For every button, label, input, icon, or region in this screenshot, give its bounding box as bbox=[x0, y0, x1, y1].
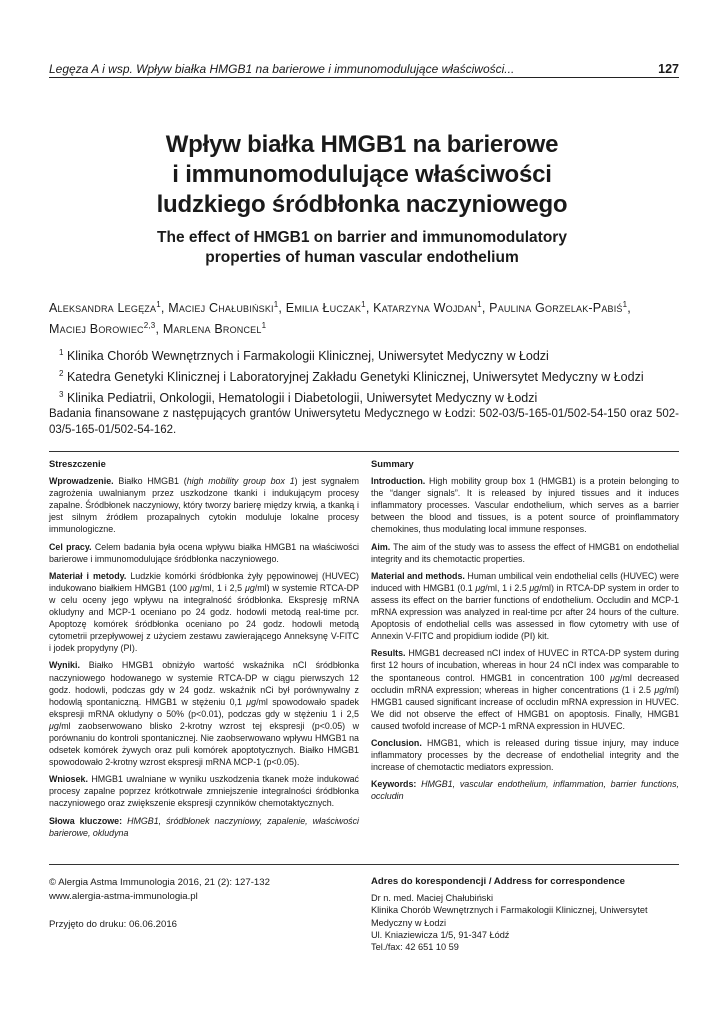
accepted-date: Przyjęto do druku: 06.06.2016 bbox=[49, 919, 178, 930]
abstract-top-rule bbox=[49, 451, 679, 452]
affiliation-list bbox=[49, 344, 679, 407]
author-affil-num: 1 bbox=[361, 300, 366, 309]
abstract-aim: Cel pracy. Celem badania była ocena wpływu białka HMGB1 na właściwości barierowe i immunomodulujące śródbłonka naczyniowego. bbox=[49, 541, 359, 564]
abstract-heading: Streszczenie bbox=[49, 458, 106, 469]
author-affil-num: 1 bbox=[273, 300, 279, 309]
author-affil-num: 1 bbox=[261, 321, 267, 331]
title-en-line: properties of human vascular endothelium bbox=[205, 249, 519, 266]
summary-intro: Introduction. High mobility group box 1 (HMGB1) is a protein belonging to the “danger signals”. It is released by injured tissues and it induces inflammatory processes. Vascular endothelium, which serves as a barrier between the blood and tissues, is a potent source of proinflammatory chemokines, thus modulating local immune responses. bbox=[371, 476, 679, 535]
abstract-methods: Materiał i metody. Ludzkie komórki śródbłonka żyły pępowinowej (HUVEC) indukowano białkiem HMGB1 (100 μg/ml, 1 i 2,5 μg/ml) w systemie RTCA-DP w celu oceny jego wpływu na integralność śródbłonka. Ekspresję mRNA okludyny and MCP-1 oceniano po 24 godz. hodowli metodą real-time pcr. Apoptozę komórek śródbłonka oceniano po 24 godz. hodowli metodą cytometrii przepływowej z użyciem zestawu zawierającego Anneksynę V-FITC i jodek propydyny (PI). bbox=[49, 570, 360, 654]
running-title: Legęza A i wsp. Wpływ białka HMGB1 na barierowe i immunomodulujące właściwości... bbox=[49, 62, 515, 76]
publication-info bbox=[49, 876, 349, 932]
abstract-results: Wyniki. Białko HMGB1 obniżyło wartość wskaźnika nCI śródbłonka naczyniowego hodowanego w systemie RTCA-DP w ciągu pierwszych 12 godz. hodowli, podczas gdy w 24 godz. wskaźnik nCi był porównywalny z hodowlą spontaniczną. HMGB1 w stężeniu 0,1 μg/ml spowodowało spadek ekspresji mRNA okludyny o 50% (p<0.01), podczas gdy w stężeniu 1 i 2,5 μg/ml zaobserwowano blisko 2-krotny wzrost tej ekspresji (p<0.05) w porównaniu do kontroli spontanicznej. Nie zaobserwowano wpływu HMGB1 na odsetek komórek żywych oraz puli komórek apoptotycznych. Białko HMGB1 spowodowało 2-krotny wzrost ekspresji mRNA MCP-1 (p<0.05). bbox=[49, 660, 359, 768]
summary-results: Results. HMGB1 decreased nCI index of HUVEC in RTCA-DP system during first 12 hours of incubation, whereas in hour 24 nCI index was comparable to the spontaneous control. HMGB1 in concentration 100 μg/ml decreased occludin mRNA expression; whereas in higher concentrations (1 i 2.5 μg/ml) HMGB1 caused significant increase of occludin mRNA expression in HUVEC. We did not observe the effect of HMGB1 on apoptosis. Finally, HMGB1 caused twofold increase of MCP-1 mRNA expression in HUVEC. bbox=[371, 648, 680, 731]
author-affil-num: 2,3 bbox=[143, 321, 156, 331]
affiliation: $^3$ Klinika Pediatrii, Onkologii, Hematologii i Diabetologii, Uniwersytet Medyczny w Łodzi bbox=[59, 390, 538, 406]
author-affil-num: 1 bbox=[477, 300, 482, 309]
author: Marlena Broncel bbox=[162, 322, 262, 337]
journal-website[interactable]: www.alergia-astma-immunologia.pl bbox=[49, 891, 198, 902]
author-affil-num: 1 bbox=[622, 300, 628, 309]
author: Emilia Łuczak bbox=[285, 301, 362, 316]
author: Maciej Chałubiński bbox=[168, 301, 274, 316]
author-list: Aleksandra Legęza$^1$, Maciej Chałubiński$^1$, Emilia Łuczak$^1$, Katarzyna Wojdan$^1$, Paulina Gorzelak-Pabiś$^1$, Maciej Borowiec$^{2,3}$, Marlena Broncel$^1$ bbox=[49, 300, 631, 337]
funding-note: Badania finansowane z następujących grantów Uniwersytetu Medycznego w Łodzi: 502-03/5-165-01/502-54-150 oraz 502-03/5-165-01/502-54-162. bbox=[49, 408, 679, 436]
abstract-english bbox=[371, 458, 679, 807]
author: Maciej Borowiec bbox=[49, 322, 144, 337]
author-affil-num: 1 bbox=[156, 300, 161, 309]
correspondence-line: Ul. Kniaziewicza 1/5, 91-347 Łódź bbox=[371, 929, 510, 940]
copyright-line: © Alergia Astma Immunologia 2016, 21 (2): 127-132 bbox=[49, 877, 270, 888]
author: Paulina Gorzelak-Pabiś bbox=[489, 301, 623, 316]
summary-methods: Material and methods. Human umbilical vein endothelial cells (HUVEC) were induced with HMGB1 (0.1 μg/ml, 1 i 2.5 μg/ml) in RTCA-DP system in order to assess its effect on the barrier functions of endothelium. Occludin and MCP-1 mRNA expression was analyzed in real-time pcr after 24 hours of the culture. Apoptosis of endothelial cells was assessed in flow cytometry with use of Annexin V-FITC and propidium iodide (PI) kit. bbox=[371, 570, 679, 642]
abstract-conclusion: Wniosek. HMGB1 uwalniane w wyniku uszkodzenia tkanek może indukować procesy zapalne poprzez krótkotrwałe zmniejszenie integralności śródbłonka naczyniowego oraz zwiększenie ekspresji czynników chemotaktycznych. bbox=[49, 774, 359, 809]
abstract-keywords: Słowa kluczowe: HMGB1, śródbłonek naczyniowy, zapalenie, właściwości barierowe, okludyna bbox=[49, 815, 359, 838]
header-rule bbox=[49, 77, 679, 78]
correspondence-heading: Adres do korespondencji / Address for correspondence bbox=[371, 876, 625, 887]
abstract-intro: Wprowadzenie. Białko HMGB1 (high mobility group box 1) jest sygnałem zagrożenia uwalnianym przez uszkodzone tkanki i indukującym procesy zapalne. Śródbłonek naczyniowy, który tworzy barierę między krwią, a tkanką i jest silnym źródłem prozapalnych cytokin moduluje lokalne procesy immunologiczne. bbox=[49, 476, 360, 535]
summary-keywords: Keywords: HMGB1, vascular endothelium, inflammation, barrier functions, occludin bbox=[371, 779, 679, 802]
abstract-polish bbox=[49, 458, 359, 844]
title-en-line: The effect of HMGB1 on barrier and immunomodulatory bbox=[157, 229, 567, 246]
title-english bbox=[60, 228, 664, 268]
page-number: 127 bbox=[658, 62, 679, 76]
author: Aleksandra Legęza bbox=[49, 301, 157, 316]
affiliation: $^2$ Katedra Genetyki Klinicznej i Laboratoryjnej Zakładu Genetyki Klinicznej, Uniwersytet Medyczny w Łodzi bbox=[59, 369, 644, 385]
author: Katarzyna Wojdan bbox=[373, 301, 478, 316]
correspondence-line: Klinika Chorób Wewnętrznych i Farmakologii Klinicznej, Uniwersytet Medyczny w Łodzi bbox=[371, 905, 648, 928]
title-pl-line: Wpływ białka HMGB1 na barierowe bbox=[165, 131, 559, 158]
correspondence-line: Tel./fax: 42 651 10 59 bbox=[371, 942, 459, 953]
title-polish bbox=[60, 130, 664, 220]
footer-rule bbox=[49, 864, 679, 865]
running-header bbox=[49, 56, 679, 76]
title-pl-line: i immunomodulujące właściwości bbox=[172, 161, 552, 188]
affiliation: $^1$ Klinika Chorób Wewnętrznych i Farmakologii Klinicznej, Uniwersytet Medyczny w Łodzi bbox=[59, 348, 549, 364]
correspondence-line: Dr n. med. Maciej Chałubiński bbox=[371, 893, 494, 904]
correspondence-address bbox=[371, 876, 676, 953]
summary-heading: Summary bbox=[371, 458, 414, 469]
summary-conclusion: Conclusion. HMGB1, which is released during tissue injury, may induce inflammatory processes by the decrease of endothelial integrity and the increase of chemotactic mediators expression. bbox=[371, 737, 679, 773]
summary-aim: Aim. The aim of the study was to assess the effect of HMGB1 on endothelial integrity and its chemotactic properties. bbox=[371, 541, 679, 564]
title-pl-line: ludzkiego śródbłonka naczyniowego bbox=[156, 191, 568, 218]
